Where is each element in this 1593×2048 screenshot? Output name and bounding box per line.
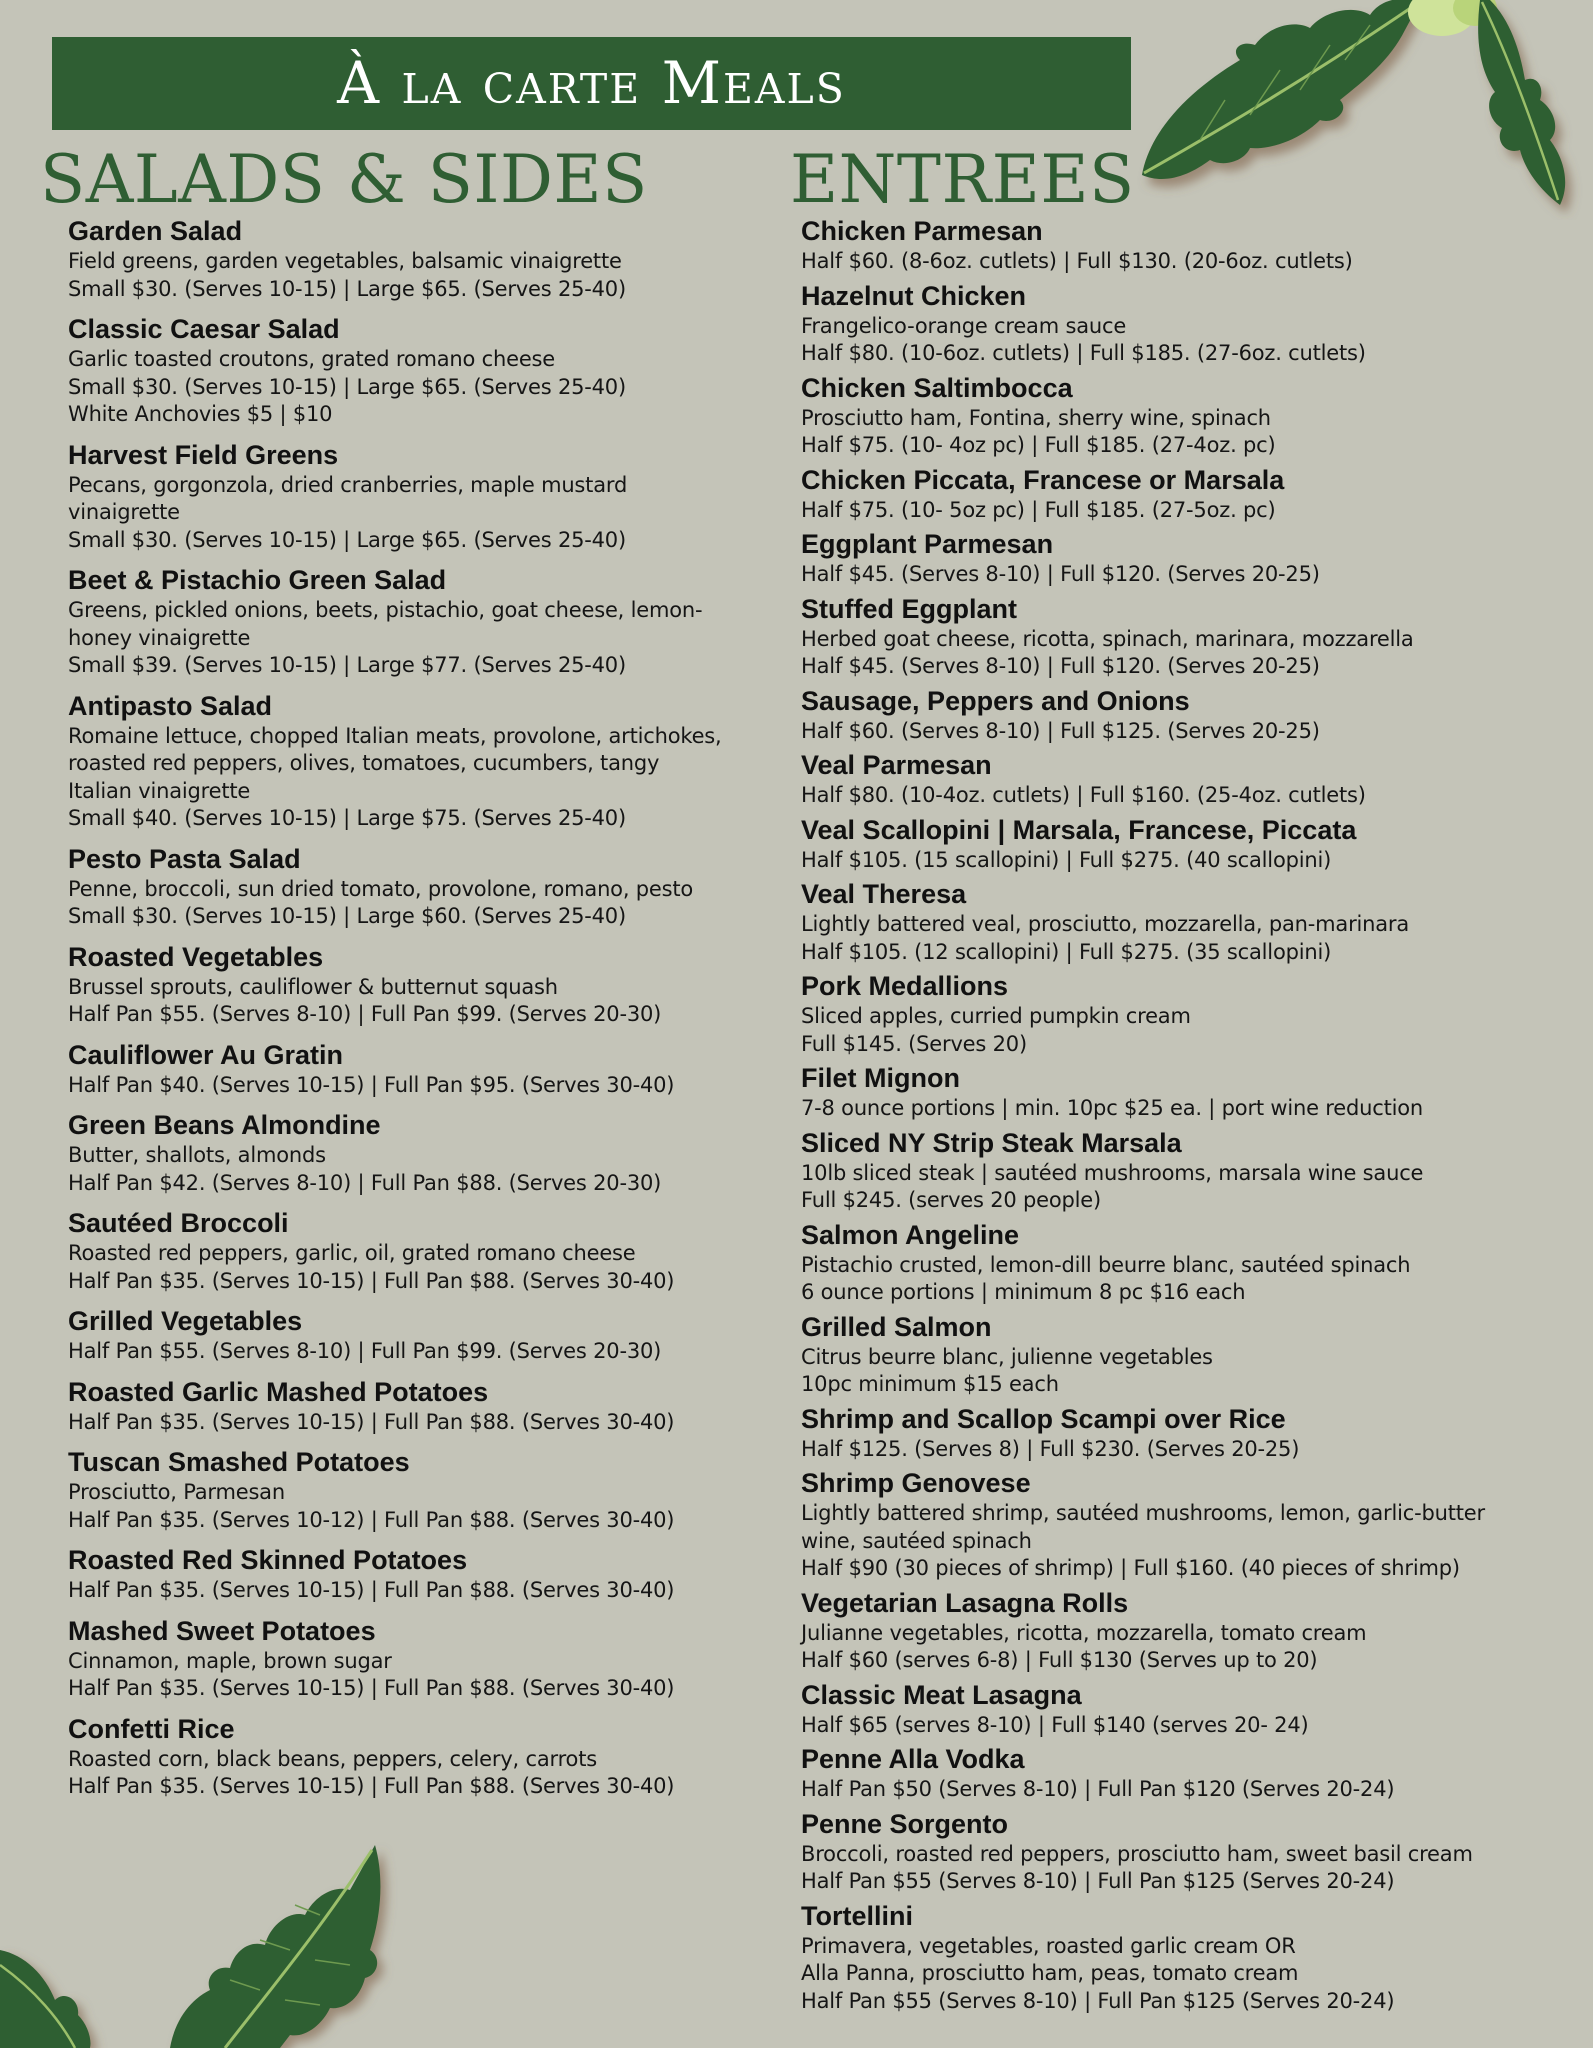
entree-item-detail: Half $60 (serves 6-8) | Full $130 (Serves up to 20) bbox=[801, 1648, 1318, 1672]
side-item-detail: Half Pan $35. (Serves 10-15) | Full Pan $88. (Serves 30-40) bbox=[68, 1676, 675, 1700]
entree-item-detail: Lightly battered shrimp, sautéed mushrooms, lemon, garlic-butter bbox=[801, 1501, 1485, 1525]
side-item-name: Confetti Rice bbox=[68, 1713, 235, 1744]
page-title: À la carte Meals bbox=[337, 48, 846, 117]
menu-item bbox=[801, 1587, 1571, 1675]
side-item-detail: Half Pan $35. (Serves 10-15) | Full Pan $88. (Serves 30-40) bbox=[68, 1578, 675, 1602]
side-item-detail: Roasted red peppers, garlic, oil, grated romano cheese bbox=[68, 1241, 636, 1265]
entree-item-name: Classic Meat Lasagna bbox=[801, 1679, 1082, 1710]
entree-item-name: Shrimp and Scallop Scampi over Rice bbox=[801, 1403, 1286, 1434]
entree-item-name: Tortellini bbox=[801, 1900, 913, 1931]
entree-item-detail: Half $65 (serves 8-10) | Full $140 (serves 20- 24) bbox=[801, 1712, 1309, 1737]
menu-item bbox=[68, 1109, 768, 1197]
menu-item bbox=[801, 280, 1571, 368]
oak-leaf-icon bbox=[0, 1840, 400, 2048]
side-item-detail: Half Pan $35. (Serves 10-15) | Full Pan $88. (Serves 30-40) bbox=[68, 1409, 675, 1434]
menu-item bbox=[68, 1039, 768, 1100]
entree-item-detail: Half $60. (Serves 8-10) | Full $125. (Serves 20-25) bbox=[801, 718, 1320, 743]
entree-item-detail: Half Pan $55 (Serves 8-10) | Full Pan $125 (Serves 20-24) bbox=[801, 1988, 1395, 2013]
entree-item-detail: Half $90 (30 pieces of shrimp) | Full $160. (40 pieces of shrimp) bbox=[801, 1556, 1460, 1580]
menu-item bbox=[801, 1743, 1571, 1804]
menu-item bbox=[68, 690, 768, 833]
menu-item bbox=[801, 593, 1571, 681]
entree-item-name: Pork Medallions bbox=[801, 971, 1009, 1001]
side-item-detail: Roasted corn, black beans, peppers, celery, carrots bbox=[68, 1746, 597, 1771]
side-item-detail: Half Pan $55. (Serves 8-10) | Full Pan $99. (Serves 20-30) bbox=[68, 1339, 662, 1363]
menu-item bbox=[801, 749, 1571, 810]
entree-item-detail: Half $80. (10-6oz. cutlets) | Full $185. (27-6oz. cutlets) bbox=[801, 341, 1366, 365]
section-heading-salads-sides: SALADS & SIDES bbox=[40, 141, 648, 218]
side-item-name: Cauliflower Au Gratin bbox=[68, 1039, 344, 1070]
side-item-name: Beet & Pistachio Green Salad bbox=[68, 565, 447, 595]
entree-item-name: Stuffed Eggplant bbox=[801, 593, 1017, 624]
side-item-detail: Half Pan $40. (Serves 10-15) | Full Pan $95. (Serves 30-40) bbox=[68, 1072, 675, 1097]
menu-item bbox=[801, 814, 1571, 875]
entree-item-detail: 10pc minimum $15 each bbox=[801, 1372, 1059, 1396]
entrees-list bbox=[801, 215, 1571, 2019]
side-item-detail: Prosciutto, Parmesan bbox=[68, 1480, 285, 1504]
side-item-detail: Small $30. (Serves 10-15) | Large $65. (Serves 25-40) bbox=[68, 374, 626, 399]
side-item-detail: Small $30. (Serves 10-15) | Large $65. (Serves 25-40) bbox=[68, 527, 626, 552]
side-item-name: Roasted Red Skinned Potatoes bbox=[68, 1545, 468, 1575]
entree-item-detail: Julianne vegetables, ricotta, mozzarella, tomato cream bbox=[801, 1620, 1367, 1645]
menu-item bbox=[68, 1207, 768, 1295]
menu-item bbox=[68, 1615, 768, 1703]
side-item-name: Mashed Sweet Potatoes bbox=[68, 1615, 376, 1646]
entree-item-name: Filet Mignon bbox=[801, 1063, 960, 1093]
entree-item-detail: 10lb sliced steak | sautéed mushrooms, marsala wine sauce bbox=[801, 1160, 1424, 1185]
entree-item-detail: Half $80. (10-4oz. cutlets) | Full $160. (25-4oz. cutlets) bbox=[801, 783, 1366, 807]
side-item-detail: Pecans, gorgonzola, dried cranberries, maple mustard bbox=[68, 472, 628, 497]
entree-item-detail: Full $145. (Serves 20) bbox=[801, 1031, 1027, 1056]
entree-item-detail: Half $60. (8-6oz. cutlets) | Full $130. (20-6oz. cutlets) bbox=[801, 249, 1353, 273]
menu-item bbox=[801, 1311, 1571, 1399]
menu-item bbox=[68, 1376, 768, 1437]
menu-item bbox=[801, 464, 1571, 525]
entree-item-name: Chicken Piccata, Francese or Marsala bbox=[801, 464, 1285, 495]
menu-item bbox=[68, 1305, 768, 1366]
side-item-name: Sautéed Broccoli bbox=[68, 1208, 289, 1238]
salads-sides-list bbox=[68, 215, 768, 1811]
entree-item-detail: Primavera, vegetables, roasted garlic cream OR bbox=[801, 1933, 1296, 1958]
side-item-detail: honey vinaigrette bbox=[68, 625, 251, 650]
side-item-detail: vinaigrette bbox=[68, 500, 180, 524]
side-item-detail: Small $30. (Serves 10-15) | Large $65. (Serves 25-40) bbox=[68, 276, 626, 301]
menu-item bbox=[801, 970, 1571, 1058]
side-item-detail: Small $39. (Serves 10-15) | Large $77. (Serves 25-40) bbox=[68, 653, 626, 677]
entree-item-detail: Half $75. (10- 5oz pc) | Full $185. (27-5oz. pc) bbox=[801, 497, 1276, 522]
entree-item-detail: Half $105. (15 scallopini) | Full $275. (40 scallopini) bbox=[801, 847, 1332, 872]
entree-item-detail: Half $125. (Serves 8) | Full $230. (Serves 20-25) bbox=[801, 1436, 1300, 1461]
side-item-detail: Small $30. (Serves 10-15) | Large $60. (Serves 25-40) bbox=[68, 904, 626, 928]
side-item-detail: Half Pan $35. (Serves 10-12) | Full Pan $88. (Serves 30-40) bbox=[68, 1507, 675, 1532]
menu-item bbox=[68, 941, 768, 1029]
entree-item-name: Veal Parmesan bbox=[801, 750, 992, 780]
entree-item-detail: Full $245. (serves 20 people) bbox=[801, 1188, 1102, 1212]
menu-item bbox=[801, 1467, 1571, 1583]
entree-item-name: Hazelnut Chicken bbox=[801, 280, 1027, 311]
entree-item-detail: Frangelico-orange cream sauce bbox=[801, 313, 1127, 338]
menu-item bbox=[68, 313, 768, 429]
side-item-detail: Half Pan $55. (Serves 8-10) | Full Pan $99. (Serves 20-30) bbox=[68, 1002, 662, 1026]
entree-item-detail: Sliced apples, curried pumpkin cream bbox=[801, 1004, 1191, 1028]
side-item-detail: Romaine lettuce, chopped Italian meats, provolone, artichokes, bbox=[68, 723, 722, 748]
side-item-detail: roasted red peppers, olives, tomatoes, cucumbers, tangy bbox=[68, 751, 660, 775]
entree-item-detail: Half $45. (Serves 8-10) | Full $120. (Serves 20-25) bbox=[801, 562, 1320, 586]
menu-item bbox=[801, 1808, 1571, 1896]
entree-item-name: Grilled Salmon bbox=[801, 1311, 992, 1342]
side-item-name: Classic Caesar Salad bbox=[68, 314, 340, 344]
side-item-name: Roasted Garlic Mashed Potatoes bbox=[68, 1376, 489, 1407]
side-item-name: Green Beans Almondine bbox=[68, 1110, 381, 1140]
entree-item-name: Penne Alla Vodka bbox=[801, 1744, 1025, 1774]
entree-item-detail: Half $105. (12 scallopini) | Full $275. (35 scallopini) bbox=[801, 939, 1332, 964]
menu-item bbox=[68, 1446, 768, 1534]
side-item-detail: Penne, broccoli, sun dried tomato, provolone, romano, pesto bbox=[68, 876, 694, 901]
entree-item-detail: 7-8 ounce portions | min. 10pc $25 ea. | port wine reduction bbox=[801, 1096, 1423, 1120]
entree-item-name: Salmon Angeline bbox=[801, 1219, 1020, 1250]
side-item-detail: Garlic toasted croutons, grated romano cheese bbox=[68, 347, 556, 371]
menu-item bbox=[68, 439, 768, 555]
side-item-name: Antipasto Salad bbox=[68, 690, 273, 721]
entree-item-name: Veal Theresa bbox=[801, 879, 967, 909]
side-item-name: Harvest Field Greens bbox=[68, 439, 339, 470]
side-item-detail: Half Pan $42. (Serves 8-10) | Full Pan $88. (Serves 20-30) bbox=[68, 1170, 662, 1195]
entree-item-name: Eggplant Parmesan bbox=[801, 529, 1054, 559]
side-item-detail: Small $40. (Serves 10-15) | Large $75. (Serves 25-40) bbox=[68, 806, 626, 830]
side-item-detail: Half Pan $35. (Serves 10-15) | Full Pan $88. (Serves 30-40) bbox=[68, 1774, 675, 1798]
side-item-detail: Brussel sprouts, cauliflower & butternut squash bbox=[68, 974, 558, 999]
menu-item bbox=[801, 372, 1571, 460]
entree-item-name: Sliced NY Strip Steak Marsala bbox=[801, 1127, 1182, 1158]
entree-item-detail: wine, sautéed spinach bbox=[801, 1528, 1032, 1553]
menu-item bbox=[68, 215, 768, 303]
menu-item bbox=[801, 1062, 1571, 1123]
menu-item bbox=[68, 1713, 768, 1801]
side-item-name: Garden Salad bbox=[68, 216, 243, 246]
side-item-detail: Butter, shallots, almonds bbox=[68, 1143, 326, 1167]
side-item-name: Pesto Pasta Salad bbox=[68, 843, 301, 874]
entree-item-detail: Herbed goat cheese, ricotta, spinach, marinara, mozzarella bbox=[801, 626, 1414, 651]
entree-item-detail: Half Pan $55 (Serves 8-10) | Full Pan $125 (Serves 20-24) bbox=[801, 1869, 1395, 1893]
side-item-detail: Italian vinaigrette bbox=[68, 778, 251, 803]
entree-item-detail: Broccoli, roasted red peppers, prosciutto ham, sweet basil cream bbox=[801, 1841, 1473, 1866]
entree-item-detail: Lightly battered veal, prosciutto, mozzarella, pan-marinara bbox=[801, 912, 1410, 936]
side-item-name: Grilled Vegetables bbox=[68, 1306, 303, 1336]
entree-item-detail: Alla Panna, prosciutto ham, peas, tomato cream bbox=[801, 1961, 1299, 1985]
entree-item-name: Sausage, Peppers and Onions bbox=[801, 685, 1190, 716]
entree-item-name: Vegetarian Lasagna Rolls bbox=[801, 1587, 1129, 1618]
menu-item bbox=[68, 564, 768, 680]
side-item-detail: Greens, pickled onions, beets, pistachio, goat cheese, lemon- bbox=[68, 598, 703, 622]
menu-item bbox=[801, 1900, 1571, 2016]
entree-item-name: Veal Scallopini | Marsala, Francese, Piccata bbox=[801, 814, 1357, 845]
entree-item-name: Chicken Parmesan bbox=[801, 216, 1043, 246]
oak-leaf-icon bbox=[1130, 0, 1593, 220]
entree-item-detail: Pistachio crusted, lemon-dill beurre blanc, sautéed spinach bbox=[801, 1252, 1411, 1277]
menu-item bbox=[801, 1219, 1571, 1307]
menu-item bbox=[68, 843, 768, 931]
menu-item bbox=[801, 528, 1571, 589]
entree-item-detail: Half Pan $50 (Serves 8-10) | Full Pan $120 (Serves 20-24) bbox=[801, 1777, 1395, 1801]
menu-item bbox=[801, 1403, 1571, 1464]
section-heading-entrees: ENTREES bbox=[790, 141, 1135, 218]
entree-item-detail: Prosciutto ham, Fontina, sherry wine, spinach bbox=[801, 405, 1271, 430]
entree-item-detail: Half $45. (Serves 8-10) | Full $120. (Serves 20-25) bbox=[801, 654, 1320, 678]
side-item-name: Roasted Vegetables bbox=[68, 941, 324, 972]
entree-item-detail: Citrus beurre blanc, julienne vegetables bbox=[801, 1344, 1213, 1369]
side-item-detail: White Anchovies $5 | $10 bbox=[68, 402, 333, 426]
entree-item-name: Shrimp Genovese bbox=[801, 1468, 1031, 1498]
title-banner bbox=[52, 37, 1131, 130]
menu-item bbox=[801, 1679, 1571, 1740]
entree-item-name: Penne Sorgento bbox=[801, 1808, 1009, 1839]
menu-item bbox=[801, 215, 1571, 276]
side-item-detail: Field greens, garden vegetables, balsamic vinaigrette bbox=[68, 249, 622, 273]
side-item-detail: Half Pan $35. (Serves 10-15) | Full Pan $88. (Serves 30-40) bbox=[68, 1268, 675, 1293]
menu-item bbox=[801, 685, 1571, 746]
menu-item bbox=[68, 1544, 768, 1605]
entree-item-name: Chicken Saltimbocca bbox=[801, 372, 1073, 403]
side-item-detail: Cinnamon, maple, brown sugar bbox=[68, 1648, 392, 1673]
entree-item-detail: 6 ounce portions | minimum 8 pc $16 each bbox=[801, 1280, 1246, 1304]
side-item-name: Tuscan Smashed Potatoes bbox=[68, 1447, 410, 1477]
entree-item-detail: Half $75. (10- 4oz pc) | Full $185. (27-4oz. pc) bbox=[801, 433, 1276, 457]
menu-item bbox=[801, 878, 1571, 966]
menu-item bbox=[801, 1127, 1571, 1215]
